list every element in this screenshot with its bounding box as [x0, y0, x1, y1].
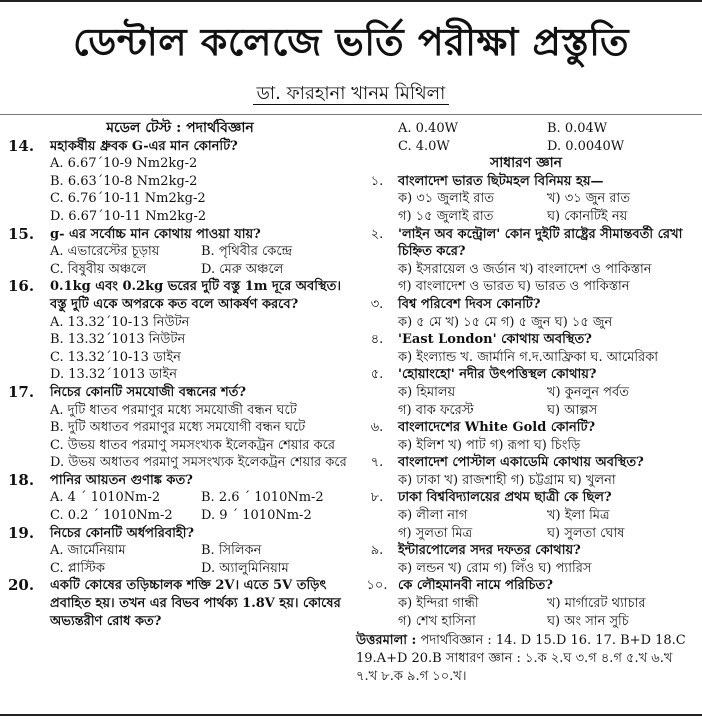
question-text: 'হোয়াংহো' নদীর উৎপত্তিস্থল কোথায়? — [398, 367, 597, 383]
gk-question-4 — [356, 331, 696, 349]
answer-key-label: উত্তরমালা : — [356, 633, 417, 649]
gk-option: ক) ৩১ জুলাই রাত — [398, 191, 494, 207]
question-number: ১০. — [366, 578, 388, 594]
question-17 — [8, 384, 352, 402]
question-number: ৫. — [370, 367, 384, 383]
question-text: নিচের কোনটি সমযোজী বন্ধনের শর্ত? — [50, 384, 247, 400]
question-number: ৩. — [370, 296, 384, 312]
gk-question-5 — [356, 366, 696, 384]
gk-option: ক) হিমালয় — [398, 384, 456, 400]
gk-option: ঘ) সুলতা ঘোষ — [547, 525, 625, 541]
question-text: 'লাইন অব কন্ট্রোল' কোন দুইটি রাষ্ট্রের সীমান্তবর্তী রেখা চিহ্নিত করে? — [398, 226, 683, 260]
gk-option: গ) ১৫ জুলাই রাত — [398, 208, 494, 224]
option-c: C. প্লাস্টিক — [50, 560, 106, 576]
gk-question-9 — [356, 542, 696, 560]
gk-question-7 — [356, 454, 696, 472]
question-number: ৯. — [370, 543, 384, 559]
author-name: ডা. ফারহানা খানম মিথিলা — [253, 83, 450, 105]
top-rule — [0, 0, 702, 2]
bottom-rule — [0, 714, 702, 716]
question-text: 'East London' কোথায় অবস্থিত? — [398, 332, 592, 348]
gk-question-2 — [356, 226, 696, 261]
question-number: 17. — [8, 382, 35, 401]
question-text: ঢাকা বিশ্ববিদ্যালয়ের প্রথম ছাত্রী কে ছিল? — [398, 490, 612, 506]
option-b: B. 2.6 ΄ 1010Nm-2 — [201, 490, 324, 506]
question-number: ১. — [370, 173, 384, 189]
option-c: C. 6.76΄10-11 Nm2kg-2 — [50, 191, 206, 207]
gk-option: ক) ৫ মে খ) ১৫ মে গ) ৫ জুন ঘ) ১৫ জুন — [398, 314, 613, 330]
option-a: A. 0.40W — [398, 121, 458, 136]
gk-option: ক) ঢাকা খ) রাজশাহী গ) চট্টগ্রাম ঘ) খুলনা — [398, 472, 616, 488]
question-16 — [8, 278, 352, 313]
question-text: মহাকর্ষীয় ধ্রুবক G-এর মান কোনটি? — [50, 138, 238, 154]
gk-question-1 — [356, 173, 696, 191]
gk-option: খ) কুনলুন পর্বত — [547, 384, 629, 400]
question-text: বাংলাদেশের White Gold কোনটি? — [398, 420, 596, 436]
option-c: C. 0.2 ΄ 1010Nm-2 — [50, 508, 173, 524]
question-number: 16. — [8, 277, 35, 296]
question-text: কে লৌহমানবী নামে পরিচিত? — [398, 578, 553, 594]
left-column — [8, 120, 352, 630]
author-line — [0, 82, 702, 106]
options-19 — [8, 542, 352, 577]
gk-option: ঘ) কোনটিই নয় — [547, 208, 628, 224]
gk-option: ক) ইংল্যান্ড খ. জার্মানি গ.দ.আফ্রিকা ঘ. আমেরিকা — [398, 349, 659, 365]
question-14 — [8, 138, 352, 156]
section-title-general-knowledge: সাধারণ জ্ঞান — [489, 155, 563, 172]
question-text: বিশ্ব পরিবেশ দিবস কোনটি? — [398, 296, 541, 312]
question-number: 19. — [8, 523, 35, 542]
gk-question-8 — [356, 489, 696, 507]
question-text: পানির আয়তন গুণাঙ্ক কত? — [50, 472, 193, 488]
gk-question-10 — [356, 577, 696, 595]
gk-option: গ) বাক ফরেস্ট — [398, 402, 474, 418]
gk-option: ঘ) আল্পস — [547, 402, 598, 418]
question-19 — [8, 525, 352, 543]
option-b: B. পৃথিবীর কেন্দ্রে — [201, 244, 293, 260]
question-text: ইন্টারপোলের সদর দফতর কোথায়? — [398, 543, 581, 559]
option-d: D. মেরু অঞ্চলে — [201, 261, 284, 277]
question-number: ২. — [370, 226, 384, 242]
question-number: ৮. — [370, 490, 384, 506]
gk-options — [356, 190, 696, 225]
page-title: ডেন্টাল কলেজে ভর্তি পরীক্ষা প্রস্তুতি — [72, 20, 630, 64]
option-a: A. 4 ΄ 1010Nm-2 — [50, 490, 161, 506]
gk-option: গ) শেখ হাসিনা — [398, 613, 476, 629]
gk-question-6 — [356, 419, 696, 437]
option-c: C. বিষুবীয় অঞ্চলে — [50, 261, 147, 277]
option-a: A. জার্মেনিয়াম — [50, 543, 126, 559]
gk-option: ঘ) অং সান সুচি — [547, 613, 629, 629]
gk-options — [356, 507, 696, 542]
gk-option: ক) ইলিশ খ) পাট গ) রূপা ঘ) চিংড়ি — [398, 437, 581, 453]
question-text: বাংলাদেশ পোস্টাল একাডেমি কোথায় অবস্থিত? — [398, 455, 644, 471]
option-a: A. এভারেস্টের চূড়ায় — [50, 244, 160, 260]
option-a: A. 6.67΄10-9 Nm2kg-2 — [50, 156, 198, 172]
right-column — [356, 120, 696, 686]
question-text: বাংলাদেশ ভারত ছিটমহল বিনিময় হয়— — [398, 173, 604, 189]
option-b: B. 13.32΄1013 নিউটন — [50, 332, 186, 348]
gk-options — [356, 595, 696, 630]
question-number: ৬. — [370, 420, 384, 436]
option-d: D. 0.0040W — [547, 138, 625, 154]
option-d: D. উভয় অধাতব পরমাণু সমসংখ্যক ইলেকট্রন শেয়ার করে — [50, 455, 347, 471]
question-number: 18. — [8, 470, 35, 489]
option-b: B. 0.04W — [547, 121, 608, 136]
question-number: ৭. — [370, 455, 384, 471]
option-a: A. 13.32΄10-13 নিউটন — [50, 314, 190, 330]
option-d: D. 6.67΄10-11 Nm2kg-2 — [50, 208, 207, 224]
question-15 — [8, 226, 352, 244]
option-a: A. দুটি ধাতব পরমাণুর মধ্যে সমযোজী বন্ধন ঘটে — [50, 402, 297, 418]
gk-options — [356, 384, 696, 419]
question-text: 0.1kg এবং 0.2kg ভরের দুটি বস্তু 1m দূরে অবস্থিত। বস্তু দুটি একে অপরকে কত বলে আকর্ষণ করবে? — [50, 279, 342, 312]
answer-key — [356, 632, 696, 686]
question-number: 20. — [8, 576, 35, 595]
question-number: ৪. — [370, 332, 384, 348]
gk-option: খ) ৩১ জুন রাত — [547, 191, 630, 207]
gk-option: ক) ইন্দিরা গান্ধী — [398, 596, 479, 612]
question-text: নিচের কোনটি অর্ধপরিবাহী? — [50, 525, 195, 541]
option-c: C. 13.32΄10-13 ডাইন — [50, 349, 181, 365]
options-20 — [356, 120, 696, 155]
question-text: একটি কোষের তড়িচ্চালক শক্তি 2V। এতে 5V তড়িৎ প্রবাহিত হয়। তখন এর বিভব পার্থক্য 1.8V হয়। কোষের অভ্যন্তরীণ রোধ কত? — [50, 578, 341, 629]
question-text: g- এর সর্বোচ্চ মান কোথায় পাওয়া যায়? — [50, 226, 261, 242]
option-d: D. অ্যালুমিনিয়াম — [201, 560, 289, 576]
section-title-physics: মডেল টেস্ট : পদার্থবিজ্ঞান — [106, 120, 254, 136]
option-b: B. সিলিকন — [201, 543, 262, 559]
option-c: C. উভয় ধাতব পরমাণু সমসংখ্যক ইলেকট্রন শেয়ার করে — [50, 437, 336, 453]
question-18 — [8, 472, 352, 490]
header-divider — [0, 114, 702, 115]
gk-option: গ) সুলতা মিত্র — [398, 525, 473, 541]
option-d: D. 13.32΄1013 ডাইন — [50, 367, 178, 383]
gk-option: খ) ইলা মিত্র — [547, 508, 610, 524]
gk-option: খ) মার্গারেট থ্যাচার — [547, 596, 646, 612]
question-number: 15. — [8, 224, 35, 243]
question-20 — [8, 577, 352, 630]
gk-option: গ) বাংলাদেশ ও ভারত ঘ) ভারত ও পাকিস্তান — [398, 279, 630, 295]
question-number: 14. — [8, 136, 35, 155]
gk-option: ক) লীলা নাগ — [398, 508, 468, 524]
option-b: B. দুটি অধাতব পরমাণুর মধ্যে সমযোগী বন্ধন ঘটে — [50, 420, 306, 436]
option-d: D. 9 ΄ 1010Nm-2 — [201, 508, 312, 524]
gk-question-3 — [356, 296, 696, 314]
gk-question-list — [356, 173, 696, 630]
options-18 — [8, 489, 352, 524]
answer-key-text: পদার্থবিজ্ঞান : 14. D 15.D 16. 17. B+D 18.C 19.A+D 20.B সাধারণ জ্ঞান : ১.ক ২.ঘ ৩.গ ৪.গ ৫.খ ৬.খ ৭.খ ৮.ক ৯.গ ১০.খ। — [356, 633, 686, 685]
option-b: B. 6.63΄10-8 Nm2kg-2 — [50, 173, 198, 189]
option-c: C. 4.0W — [398, 138, 450, 154]
gk-option: ক) ইসরায়েল ও জর্ডান খ) বাংলাদেশ ও পাকিস্তান — [398, 261, 652, 277]
options-15 — [8, 243, 352, 278]
gk-option: ক) লন্ডন খ) রোম গ) লিঁও ঘ) প্যারিস — [398, 560, 592, 576]
